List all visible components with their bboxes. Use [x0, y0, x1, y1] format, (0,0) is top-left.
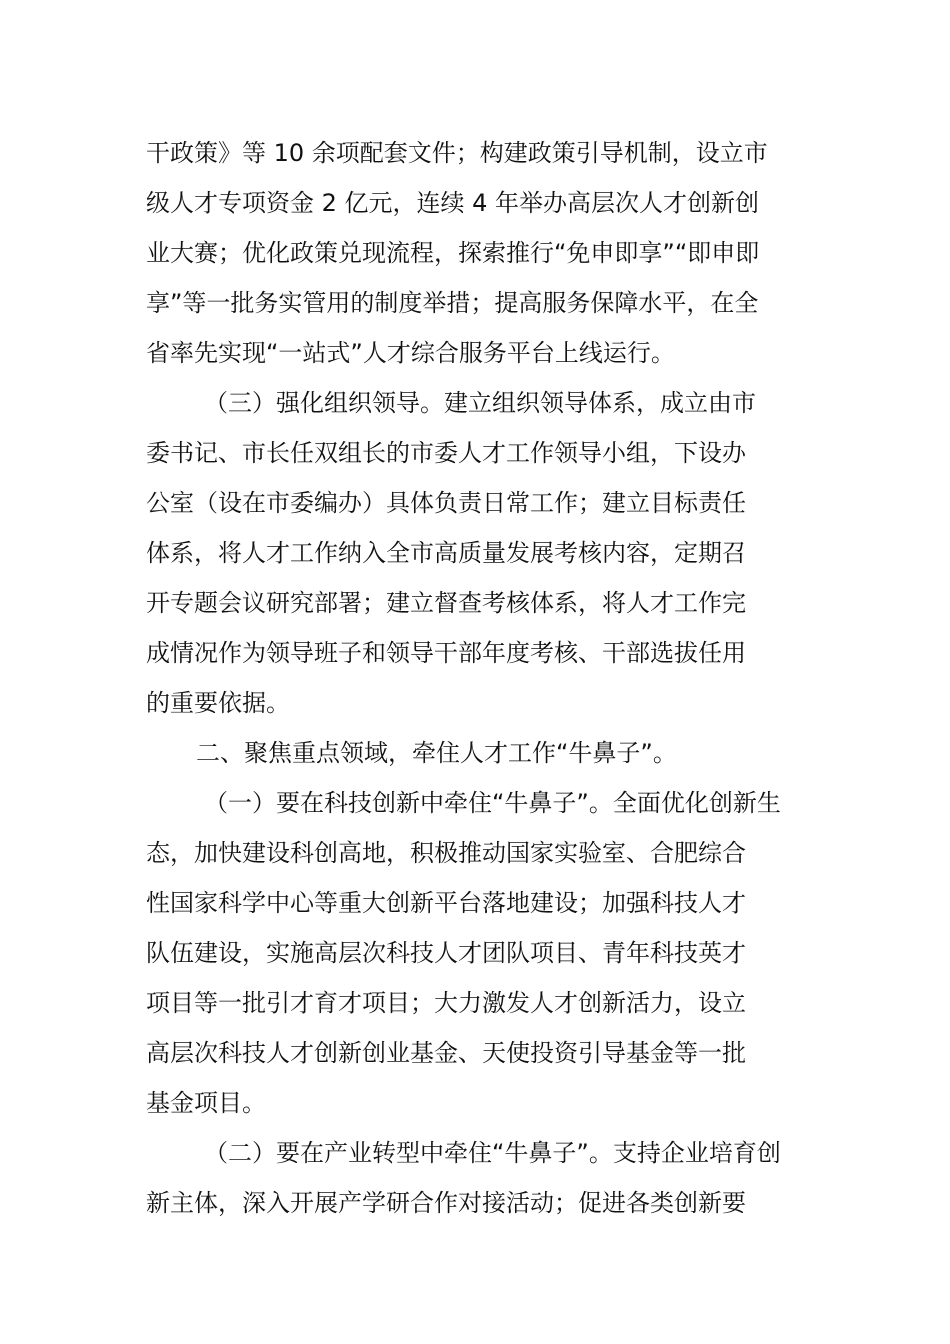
text-line: 基金项目。 — [146, 1089, 266, 1117]
paragraph-start-line: （三）强化组织领导。建立组织领导体系，成立由市 — [204, 389, 756, 417]
text-line: 高层次科技人才创新创业基金、天使投资引导基金等一批 — [146, 1039, 746, 1067]
text-line: 项目等一批引才育才项目；大力激发人才创新活力，设立 — [146, 989, 746, 1017]
text-line: 开专题会议研究部署；建立督查考核体系，将人才工作完 — [146, 589, 746, 617]
paragraph-start-line: （二）要在产业转型中牵住“牛鼻子”。支持企业培育创 — [204, 1139, 781, 1167]
text-line: 新主体，深入开展产学研合作对接活动；促进各类创新要 — [146, 1189, 746, 1217]
text-line: 省率先实现“一站式”人才综合服务平台上线运行。 — [146, 339, 675, 367]
text-line: 干政策》等 10 余项配套文件；构建政策引导机制，设立市 — [146, 139, 768, 167]
text-line: 队伍建设，实施高层次科技人才团队项目、青年科技英才 — [146, 939, 746, 967]
text-line: 公室（设在市委编办）具体负责日常工作；建立目标责任 — [146, 489, 746, 517]
text-line: 的重要依据。 — [146, 689, 290, 717]
paragraph-start-line: （一）要在科技创新中牵住“牛鼻子”。全面优化创新生 — [204, 789, 781, 817]
text-line: 体系，将人才工作纳入全市高质量发展考核内容，定期召 — [146, 539, 746, 567]
text-line: 业大赛；优化政策兑现流程，探索推行“免申即享”“即申即 — [146, 239, 760, 267]
text-line: 态，加快建设科创高地，积极推动国家实验室、合肥综合 — [146, 839, 746, 867]
section-heading-line: 二、聚焦重点领域，牵住人才工作“牛鼻子”。 — [196, 739, 677, 767]
text-line: 级人才专项资金 2 亿元，连续 4 年举办高层次人才创新创 — [146, 189, 760, 217]
document-body — [146, 128, 806, 1228]
text-line: 享”等一批务实管用的制度举措；提高服务保障水平，在全 — [146, 289, 759, 317]
text-line: 性国家科学中心等重大创新平台落地建设；加强科技人才 — [146, 889, 746, 917]
text-line: 委书记、市长任双组长的市委人才工作领导小组，下设办 — [146, 439, 746, 467]
text-line: 成情况作为领导班子和领导干部年度考核、干部选拔任用 — [146, 639, 746, 667]
